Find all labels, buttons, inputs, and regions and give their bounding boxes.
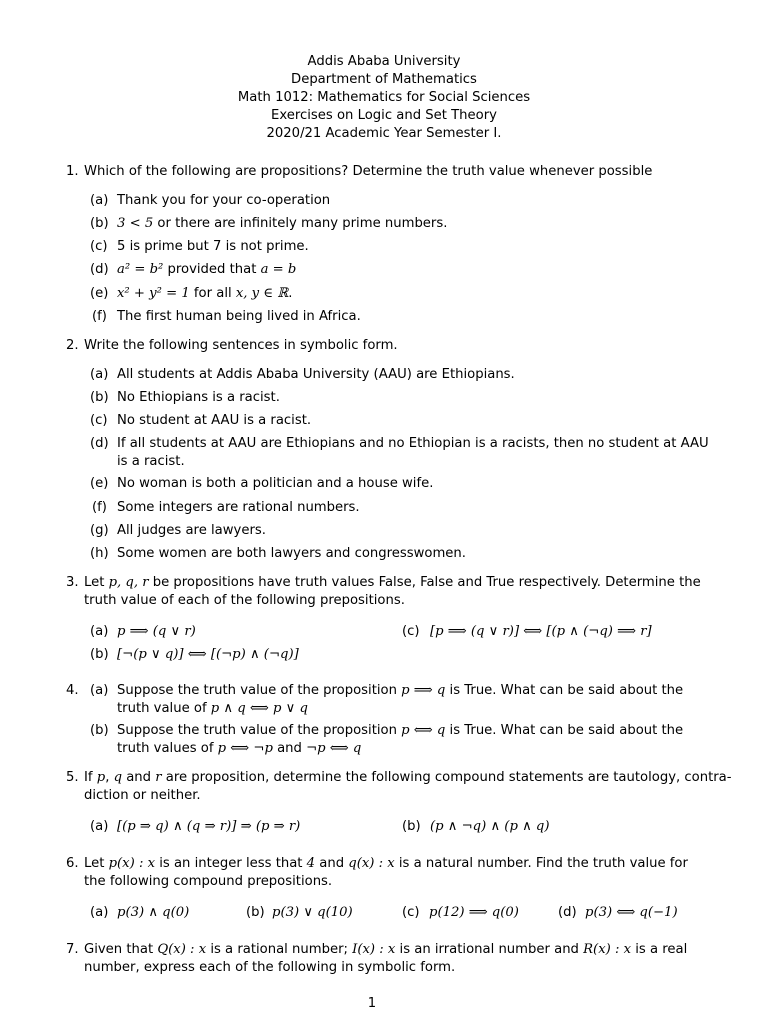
page-number: 1	[367, 996, 377, 1011]
item-label: (b)	[90, 390, 109, 405]
item-label: (e)	[90, 476, 109, 491]
item-label: (a)	[90, 905, 109, 920]
item-label: (f)	[92, 309, 107, 324]
item-label: (b)	[90, 723, 109, 738]
math-expression: a = b	[260, 262, 297, 277]
item-text	[117, 682, 683, 699]
item-text	[117, 285, 292, 302]
question-text-part: and	[315, 856, 349, 871]
item-text-part: truth values of	[117, 741, 218, 756]
question-number: 6.	[66, 856, 79, 871]
item-text: Some integers are rational numbers.	[117, 500, 360, 515]
question-number: 2.	[66, 338, 79, 353]
math-expression: 4	[306, 856, 316, 871]
question-text-part: is an irrational number and	[395, 942, 584, 957]
item-text-part: and	[272, 741, 307, 756]
item-label: (f)	[92, 500, 107, 515]
item-text: No woman is both a politician and a house wife.	[117, 476, 434, 491]
question-number: 7.	[66, 942, 79, 957]
item-text: If all students at AAU are Ethiopians and no Ethiopian is a racists, then no student at AAU	[117, 436, 709, 451]
math-expression: I(x) : x	[352, 942, 396, 957]
item-text-part: .	[288, 286, 293, 301]
question-text-part: are proposition, determine the following compound statements are tautology, contra-	[161, 770, 732, 785]
question-text	[84, 855, 688, 872]
question-text	[84, 941, 687, 958]
math-expression: p(3) ∨ q(10)	[272, 905, 353, 920]
item-text	[117, 261, 296, 278]
question-text-continued: diction or neither.	[84, 788, 201, 803]
question-text-part: ,	[105, 770, 114, 785]
item-text-part: Suppose the truth value of the proposition	[117, 683, 402, 698]
math-expression: Q(x) : x	[157, 942, 207, 957]
question-text-part: If	[84, 770, 97, 785]
math-expression: R(x) : x	[583, 942, 632, 957]
math-expression: ¬p ⟺ q	[306, 741, 362, 756]
math-expression: q	[113, 770, 123, 785]
item-text	[117, 215, 447, 232]
item-text-part: or there are infinitely many prime numbers.	[153, 216, 448, 231]
math-expression: 3 < 5	[117, 216, 154, 231]
item-label: (d)	[90, 436, 109, 451]
item-label: (a)	[90, 193, 109, 208]
item-text: No Ethiopians is a racist.	[117, 390, 280, 405]
university-name: Addis Ababa University	[307, 54, 461, 69]
question-number: 3.	[66, 575, 79, 590]
math-expression: p, q, r	[108, 575, 149, 590]
item-label: (a)	[90, 624, 109, 639]
item-label: (d)	[90, 262, 109, 277]
item-text-part: provided that	[163, 262, 261, 277]
math-expression: p(x) : x	[108, 856, 156, 871]
item-text	[117, 722, 683, 739]
item-label: (c)	[402, 905, 420, 920]
math-expression: p ⟺ ¬p	[217, 741, 273, 756]
item-text: The first human being lived in Africa.	[117, 309, 361, 324]
item-text-part: is True. What can be said about the	[445, 723, 684, 738]
item-label: (b)	[402, 819, 421, 834]
item-label: (a)	[90, 683, 109, 698]
math-expression: [¬(p ∨ q)] ⟺ [(¬p) ∧ (¬q)]	[117, 647, 299, 662]
math-expression: [(p ⇒ q) ∧ (q ⇒ r)] ⇒ (p ⇒ r)	[117, 819, 301, 834]
question-text-part: is a natural number. Find the truth value for	[394, 856, 688, 871]
math-expression: [p ⟹ (q ∨ r)] ⟺ [(p ∧ (¬q) ⟹ r]	[430, 624, 652, 639]
item-text: All judges are lawyers.	[117, 523, 266, 538]
question-number: 1.	[66, 164, 79, 179]
item-text: Thank you for your co-operation	[117, 193, 331, 208]
item-text: Some women are both lawyers and congresswomen.	[117, 546, 466, 561]
item-label: (e)	[90, 286, 109, 301]
item-label: (b)	[90, 647, 109, 662]
math-expression: p ∧ q ⟺ p ∨ q	[210, 701, 308, 716]
question-text-part: and	[122, 770, 156, 785]
math-expression: x, y ∈ ℝ	[235, 286, 289, 301]
item-label: (b)	[246, 905, 265, 920]
item-text-part: Suppose the truth value of the proposition	[117, 723, 402, 738]
item-label: (d)	[558, 905, 577, 920]
question-text-continued: truth value of each of the following prepositions.	[84, 593, 405, 608]
math-expression: p ⟹ q	[401, 683, 446, 698]
math-expression: p(12) ⟹ q(0)	[429, 905, 519, 920]
math-expression: (p ∧ ¬q) ∧ (p ∧ q)	[430, 819, 550, 834]
question-text	[84, 574, 701, 591]
math-expression: r	[155, 770, 162, 785]
item-text-continued	[117, 700, 308, 717]
item-label: (b)	[90, 216, 109, 231]
item-text-part: for all	[189, 286, 236, 301]
question-text: Which of the following are propositions? Determine the truth value whenever possible	[84, 164, 653, 179]
course-name: Math 1012: Mathematics for Social Sciences	[237, 90, 531, 105]
item-text-continued	[117, 740, 361, 757]
question-text	[84, 769, 732, 786]
question-number: 5.	[66, 770, 79, 785]
question-text-continued: the following compound prepositions.	[84, 874, 333, 889]
item-label: (c)	[402, 624, 420, 639]
question-text-part: Let	[84, 856, 109, 871]
item-text-continued: is a racist.	[117, 454, 185, 469]
item-label: (c)	[90, 239, 108, 254]
item-text-part: is True. What can be said about the	[445, 683, 684, 698]
math-expression: p(3) ∧ q(0)	[117, 905, 190, 920]
item-label: (a)	[90, 367, 109, 382]
item-text: All students at Addis Ababa University (AAU) are Ethiopians.	[117, 367, 515, 382]
exercise-title: Exercises on Logic and Set Theory	[271, 108, 497, 123]
question-text-part: is a rational number;	[206, 942, 353, 957]
math-expression: a² = b²	[117, 262, 164, 277]
question-text-part: be propositions have truth values False, False and True respectively. Determine the	[148, 575, 701, 590]
question-text: Write the following sentences in symbolic form.	[84, 338, 398, 353]
department-name: Department of Mathematics	[291, 72, 477, 87]
question-text-part: Given that	[84, 942, 158, 957]
item-label: (g)	[90, 523, 109, 538]
item-text: No student at AAU is a racist.	[117, 413, 312, 428]
math-expression: p	[96, 770, 106, 785]
item-label: (h)	[90, 546, 109, 561]
math-expression: p ⟹ (q ∨ r)	[117, 624, 196, 639]
math-expression: p(3) ⟺ q(−1)	[585, 905, 678, 920]
academic-year: 2020/21 Academic Year Semester I.	[266, 126, 502, 141]
item-text: 5 is prime but 7 is not prime.	[117, 239, 309, 254]
item-text-part: truth value of	[117, 701, 211, 716]
question-number: 4.	[66, 683, 79, 698]
question-text-part: is an integer less that	[155, 856, 307, 871]
math-expression: q(x) : x	[348, 856, 395, 871]
question-text-part: Let	[84, 575, 109, 590]
question-text-part: is a real	[631, 942, 688, 957]
question-text-continued: number, express each of the following in symbolic form.	[84, 960, 456, 975]
item-label: (a)	[90, 819, 109, 834]
math-expression: p ⟺ q	[401, 723, 446, 738]
math-expression: x² + y² = 1	[117, 286, 190, 301]
item-label: (c)	[90, 413, 108, 428]
